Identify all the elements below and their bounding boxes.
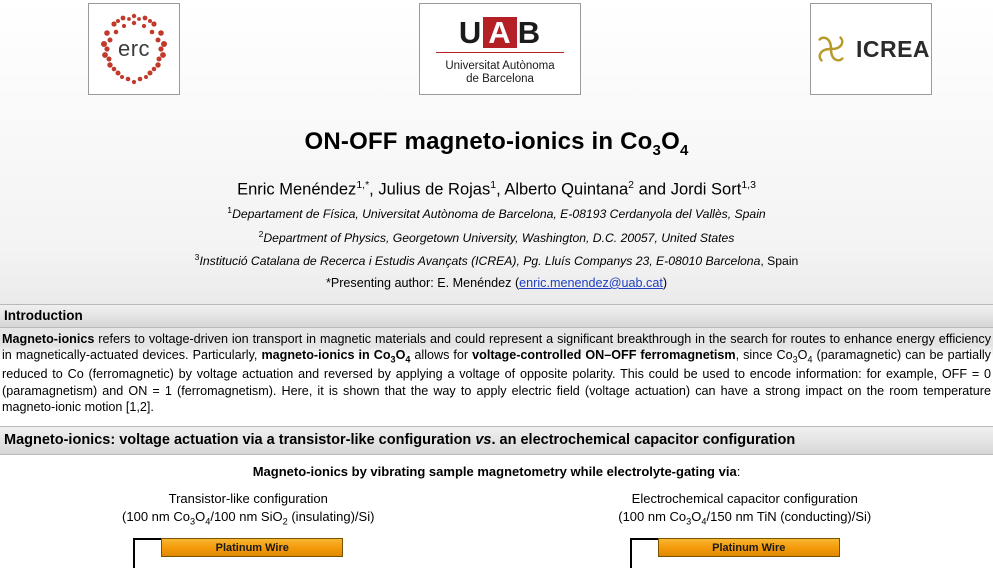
section-header-introduction: Introduction bbox=[0, 304, 993, 328]
author-list bbox=[0, 179, 993, 200]
title-part-2: O bbox=[661, 128, 680, 155]
author-sep-1: , Julius de Rojas bbox=[369, 180, 490, 198]
section-header-part-b: . an electrochemical capacitor configuration bbox=[491, 432, 795, 448]
affiliation-1-sup: 1 bbox=[227, 205, 232, 215]
uab-logo bbox=[419, 3, 581, 95]
column-2-sub-a2: O bbox=[691, 509, 701, 524]
introduction-paragraph bbox=[0, 328, 993, 416]
title-part-1: ON-OFF magneto-ionics in Co bbox=[304, 128, 652, 155]
uab-letter-a: A bbox=[483, 17, 516, 48]
vsm-caption-tail: : bbox=[737, 464, 741, 479]
affiliation-3-tail: , Spain bbox=[760, 254, 798, 268]
column-1-sub-a2: O bbox=[195, 509, 205, 524]
author-3-sup: 2 bbox=[628, 179, 634, 191]
title-sub-2: 4 bbox=[680, 142, 689, 159]
author-4-sup: 1,3 bbox=[741, 179, 756, 191]
uab-letter-b: B bbox=[518, 17, 541, 48]
device-1-platinum-wire: Platinum Wire bbox=[161, 538, 343, 557]
intro-text-4: (paramagnetic) can be partially reduced to Co (ferromagnetic) by voltage actuation and reversed by applying a voltage of opposite polarity. This could be used to encode information: for example, OFF = 0 (paramagnetism) and ON = 1 (ferromagnetism). Here, it is shown that the way to apply electric field (voltage actuation) can have a strong impact on the room temperature magneto-ionic motion [1,2]. bbox=[2, 348, 991, 414]
author-1-sup: 1,* bbox=[356, 179, 369, 191]
icrea-pinwheel-icon bbox=[812, 30, 850, 68]
device-diagram-2 bbox=[630, 536, 860, 576]
affiliation-2-sup: 2 bbox=[259, 229, 264, 239]
column-1-subtitle bbox=[0, 509, 497, 527]
intro-text-2: allows for bbox=[410, 348, 472, 362]
author-sep-3: and Jordi Sort bbox=[634, 180, 741, 198]
affiliation-1-text: Departament de Física, Universitat Autònoma de Barcelona, E-08193 Cerdanyola del Vallès, Spain bbox=[232, 207, 766, 221]
column-electrochemical-capacitor bbox=[497, 491, 993, 576]
intro-bold-2 bbox=[261, 348, 410, 362]
column-2-subtitle bbox=[497, 509, 993, 527]
affiliation-1 bbox=[0, 205, 993, 223]
intro-text-1: refers to voltage-driven ion transport in magnetic materials and could represent a significant breakthrough in the search for routes to enhance energy efficiency in magnetically-actuated devices. Particularly, bbox=[2, 332, 991, 362]
section-header-vs: vs bbox=[475, 432, 491, 448]
section-header-magneto-ionics bbox=[0, 426, 993, 455]
affiliation-3 bbox=[0, 252, 993, 270]
intro-bold-2b: O bbox=[396, 348, 406, 362]
presenting-email-link[interactable]: enric.menendez@uab.cat bbox=[519, 276, 663, 290]
column-1-sub-b: /100 nm SiO bbox=[210, 509, 282, 524]
affiliation-3-text: Institució Catalana de Recerca i Estudis Avançats (ICREA), Pg. Lluís Companys 23, E-08010 Barcelona bbox=[199, 254, 760, 268]
column-2-sub-b: /150 nm TiN (conducting)/Si) bbox=[707, 509, 872, 524]
logo-row bbox=[0, 0, 993, 100]
intro-sub-3b: 4 bbox=[807, 355, 812, 365]
device-1-lead bbox=[133, 538, 161, 568]
erc-logo-text: erc bbox=[92, 7, 176, 91]
presenting-suffix: ) bbox=[663, 276, 667, 290]
title-sub-1: 3 bbox=[653, 142, 662, 159]
presenting-prefix: *Presenting author: E. Menéndez ( bbox=[326, 276, 519, 290]
affiliation-2 bbox=[0, 229, 993, 247]
vsm-caption-bold: Magneto-ionics by vibrating sample magnetometry while electrolyte-gating via bbox=[253, 464, 737, 479]
intro-text-3b: O bbox=[798, 348, 808, 362]
intro-bold-1: Magneto-ionics bbox=[2, 332, 94, 346]
page-title bbox=[0, 128, 993, 159]
intro-bold-2a: magneto-ionics in Co bbox=[261, 348, 390, 362]
uab-divider bbox=[436, 52, 564, 53]
icrea-logo bbox=[810, 3, 932, 95]
column-1-sub-a3: 4 bbox=[205, 516, 210, 526]
intro-text-3: , since Co bbox=[736, 348, 793, 362]
column-transistor-like bbox=[0, 491, 497, 576]
presenting-author-line bbox=[0, 276, 993, 290]
vsm-caption bbox=[0, 464, 993, 479]
intro-bold-2sub: 3 bbox=[391, 355, 396, 365]
section-header-part-a: Magneto-ionics: voltage actuation via a transistor-like configuration bbox=[4, 432, 475, 448]
device-diagram-1 bbox=[133, 536, 363, 576]
column-1-sub-b1: 2 bbox=[283, 516, 288, 526]
column-1-sub-a: (100 nm Co bbox=[122, 509, 190, 524]
column-1-sub-a1: 3 bbox=[190, 516, 195, 526]
device-2-platinum-wire: Platinum Wire bbox=[658, 538, 840, 557]
column-2-sub-a3: 4 bbox=[701, 516, 706, 526]
intro-bold-3: voltage-controlled ON–OFF ferromagnetism bbox=[472, 348, 735, 362]
erc-logo bbox=[88, 3, 180, 95]
column-2-sub-a1: 3 bbox=[686, 516, 691, 526]
column-1-title: Transistor-like configuration bbox=[0, 491, 497, 506]
affiliation-3-sup: 3 bbox=[195, 252, 200, 262]
author-1: Enric Menéndez bbox=[237, 180, 356, 198]
intro-sub-3: 3 bbox=[793, 355, 798, 365]
intro-bold-2sub2: 4 bbox=[405, 355, 410, 365]
icrea-logo-text: ICREA bbox=[856, 36, 930, 63]
column-2-sub-a: (100 nm Co bbox=[618, 509, 686, 524]
column-1-sub-c: (insulating)/Si) bbox=[288, 509, 375, 524]
configuration-columns bbox=[0, 491, 993, 576]
affiliation-2-text: Department of Physics, Georgetown University, Washington, D.C. 20057, United States bbox=[263, 231, 734, 245]
device-2-lead bbox=[630, 538, 658, 568]
uab-letter-u: U bbox=[459, 17, 482, 48]
uab-wordmark bbox=[459, 17, 541, 48]
author-sep-2: , Alberto Quintana bbox=[496, 180, 628, 198]
uab-subtitle-line1: Universitat Autònoma bbox=[445, 60, 554, 72]
uab-subtitle-line2: de Barcelona bbox=[466, 73, 534, 85]
column-2-title: Electrochemical capacitor configuration bbox=[497, 491, 993, 506]
author-2-sup: 1 bbox=[490, 179, 496, 191]
